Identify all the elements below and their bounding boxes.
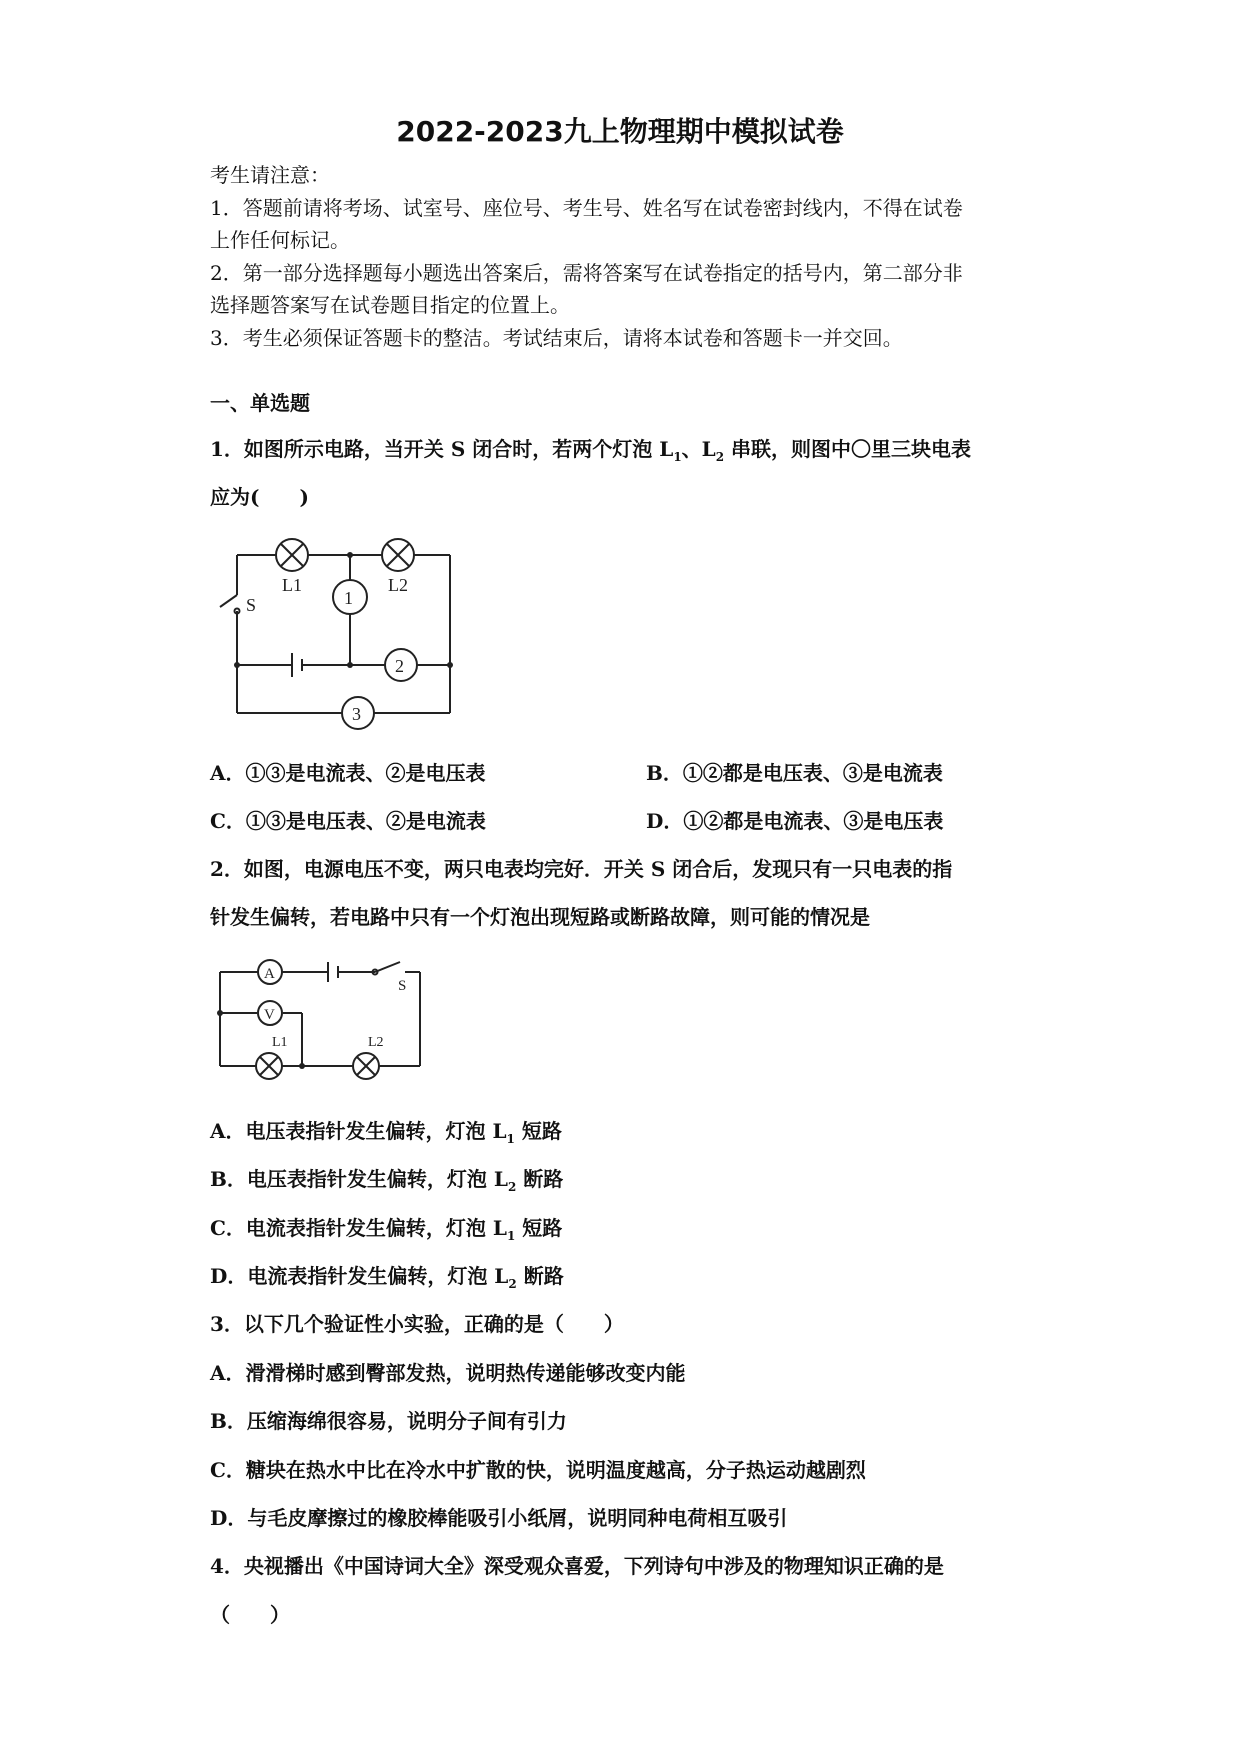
notice-line: 选择题答案写在试卷题目指定的位置上。	[210, 293, 570, 317]
q1-stem-line2: 应为( )	[210, 485, 309, 509]
bulb-l1-label: L1	[272, 1035, 288, 1050]
q2-stem-line2: 针发生偏转，若电路中只有一个灯泡出现短路或断路故障，则可能的情况是	[210, 905, 870, 929]
q1-circuit-diagram	[210, 535, 470, 735]
voltmeter-label: V	[264, 1007, 275, 1023]
q1-option-d[interactable]: D．①②都是电流表、③是电压表	[646, 809, 944, 833]
q1-stem-line1: 1．如图所示电路，当开关 S 闭合时，若两个灯泡 $L_1$、$L_2$ 串联，则图中〇里三块电表	[210, 437, 972, 464]
bulb-l2-label: L2	[368, 1035, 384, 1050]
meter-3-label: 3	[352, 704, 361, 724]
notice-line: 2．第一部分选择题每小题选出答案后，需将答案写在试卷指定的括号内，第二部分非	[210, 261, 963, 285]
bulb-l2-label: L2	[388, 575, 408, 595]
q3-option-c[interactable]: C．糖块在热水中比在冷水中扩散的快，说明温度越高，分子热运动越剧烈	[210, 1458, 866, 1482]
switch-label: S	[246, 595, 257, 615]
notice-line: 1．答题前请将考场、试室号、座位号、考生号、姓名写在试卷密封线内，不得在试卷	[210, 196, 963, 220]
meter-2-label: 2	[395, 656, 404, 676]
q3-option-d[interactable]: D．与毛皮摩擦过的橡胶棒能吸引小纸屑，说明同种电荷相互吸引	[210, 1506, 788, 1530]
q4-stem-line1: 4．央视播出《中国诗词大全》深受观众喜爱，下列诗句中涉及的物理知识正确的是	[210, 1554, 944, 1578]
q1-option-c[interactable]: C．①③是电压表、②是电流表	[210, 809, 486, 833]
q2-stem-line1: 2．如图，电源电压不变，两只电表均完好．开关 S 闭合后，发现只有一只电表的指	[210, 857, 953, 881]
q3-option-b[interactable]: B．压缩海绵很容易，说明分子间有引力	[210, 1409, 567, 1433]
q2-circuit-diagram	[210, 950, 430, 1085]
q1-option-b[interactable]: B．①②都是电压表、③是电流表	[646, 761, 943, 785]
q2-option-a[interactable]: A．电压表指针发生偏转，灯泡 $L_1$ 短路	[210, 1119, 562, 1146]
notice-line: 上作任何标记。	[210, 228, 350, 252]
q3-option-a[interactable]: A．滑滑梯时感到臀部发热，说明热传递能够改变内能	[210, 1361, 686, 1385]
q2-option-d[interactable]: D．电流表指针发生偏转，灯泡 $L_2$ 断路	[210, 1264, 564, 1291]
q2-option-b[interactable]: B．电压表指针发生偏转，灯泡 $L_2$ 断路	[210, 1167, 564, 1194]
bulb-l1-label: L1	[282, 575, 302, 595]
section-heading: 一、单选题	[210, 391, 310, 415]
notice-heading: 考生请注意：	[210, 163, 330, 187]
switch-label: S	[398, 978, 407, 994]
q2-option-c[interactable]: C．电流表指针发生偏转，灯泡 $L_1$ 短路	[210, 1216, 563, 1243]
exam-title: 2022-2023九上物理期中模拟试卷	[396, 115, 844, 148]
ammeter-label: A	[264, 966, 275, 982]
q1-option-a[interactable]: A．①③是电流表、②是电压表	[210, 761, 486, 785]
notice-line: 3．考生必须保证答题卡的整洁。考试结束后，请将本试卷和答题卡一并交回。	[210, 326, 903, 350]
q4-stem-line2: （ ）	[210, 1603, 290, 1627]
meter-1-label: 1	[344, 588, 353, 608]
q3-stem: 3．以下几个验证性小实验，正确的是（ ）	[210, 1312, 624, 1336]
